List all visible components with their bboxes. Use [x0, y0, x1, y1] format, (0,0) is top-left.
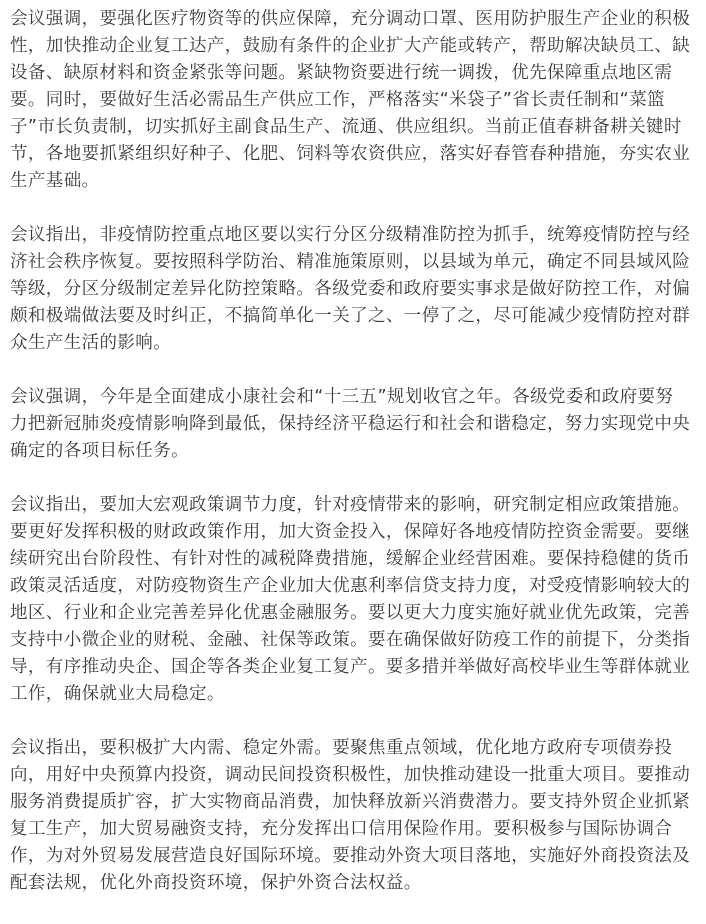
paragraph-tiered-prevention: 会议指出，非疫情防控重点地区要以实行分区分级精准防控为抓手，统筹疫情防控与经 济社会秩序恢复。要按照科学防治、精准施策原则，以县域为单元，确定不同县域风险 等级，分区分级制定差异化防控策略。各级党委和政府要实事求是做好防控工作，对偏 颇和极端做法要及时纠正，不搞简单化一关了之、一停了之，尽可能减少疫情防控对群 众生产生活的影响。	[10, 225, 691, 353]
paragraph-spacer	[10, 708, 696, 735]
paragraph-spacer	[10, 195, 696, 222]
paragraph-macro-policy: 会议指出，要加大宏观政策调节力度，针对疫情带来的影响，研究制定相应政策措施。 要更好发挥积极的财政政策作用，加大资金投入，保障好各地疫情防控资金需要。要继 续研究出台阶段性、有针对性的减税降费措施，缓解企业经营困难。要保持稳健的货币 政策灵活适度，对防疫物资生产企业加大优惠利率信贷支持力度，对受疫情影响较大的 地区、行业和企业完善差异化优惠金融服务。要以更大力度实施好就业优先政策，完善 支持中小微企业的财税、金融、社保等政策。要在确保做好防疫工作的前提下，分类指 导，有序推动央企、国企等各类企业复工复产。要多措并举做好高校毕业生等群体就业 工作，确保就业大局稳定。	[10, 495, 691, 704]
paragraph-annual-goals: 会议强调，今年是全面建成小康社会和“十三五”规划收官之年。各级党委和政府要努 力把新冠肺炎疫情影响降到最低，保持经济平稳运行和社会和谐稳定，努力实现党中央 确定的各项目标任务。	[10, 387, 691, 461]
paragraph-domestic-external-demand: 会议指出，要积极扩大内需、稳定外需。要聚焦重点领域，优化地方政府专项债券投 向，用好中央预算内投资，调动民间投资积极性，加快推动建设一批重大项目。要推动 服务消费提质扩容，扩大实物商品消费，加快释放新兴消费潜力。要支持外贸企业抓紧 复工生产，加大贸易融资支持，充分发挥出口信用保险作用。要积极参与国际协调合 作，为对外贸易发展营造良好国际环境。要推动外资大项目落地，实施好外商投资法及 配套法规，优化外商投资环境，保护外资合法权益。	[10, 738, 691, 893]
paragraph-spacer	[10, 465, 696, 492]
paragraph-spacer	[10, 357, 696, 384]
paragraph-supply-guarantee: 会议强调，要强化医疗物资等的供应保障，充分调动口罩、医用防护服生产企业的积极 性，加快推动企业复工达产，鼓励有条件的企业扩大产能或转产，帮助解决缺员工、缺 设备、缺原材料和资金紧张等问题。紧缺物资要进行统一调拨，优先保障重点地区需 要。同时，要做好生活必需品生产供应工作，严格落实“米袋子”省长责任制和“菜篮 子”市长负责制，切实抓好主副食品生产、流通、供应组织。当前正值春耕备耕关键时 节，各地要抓紧组织好种子、化肥、饲料等农资供应，落实好春管春种措施，夯实农业 生产基础。	[10, 9, 691, 191]
